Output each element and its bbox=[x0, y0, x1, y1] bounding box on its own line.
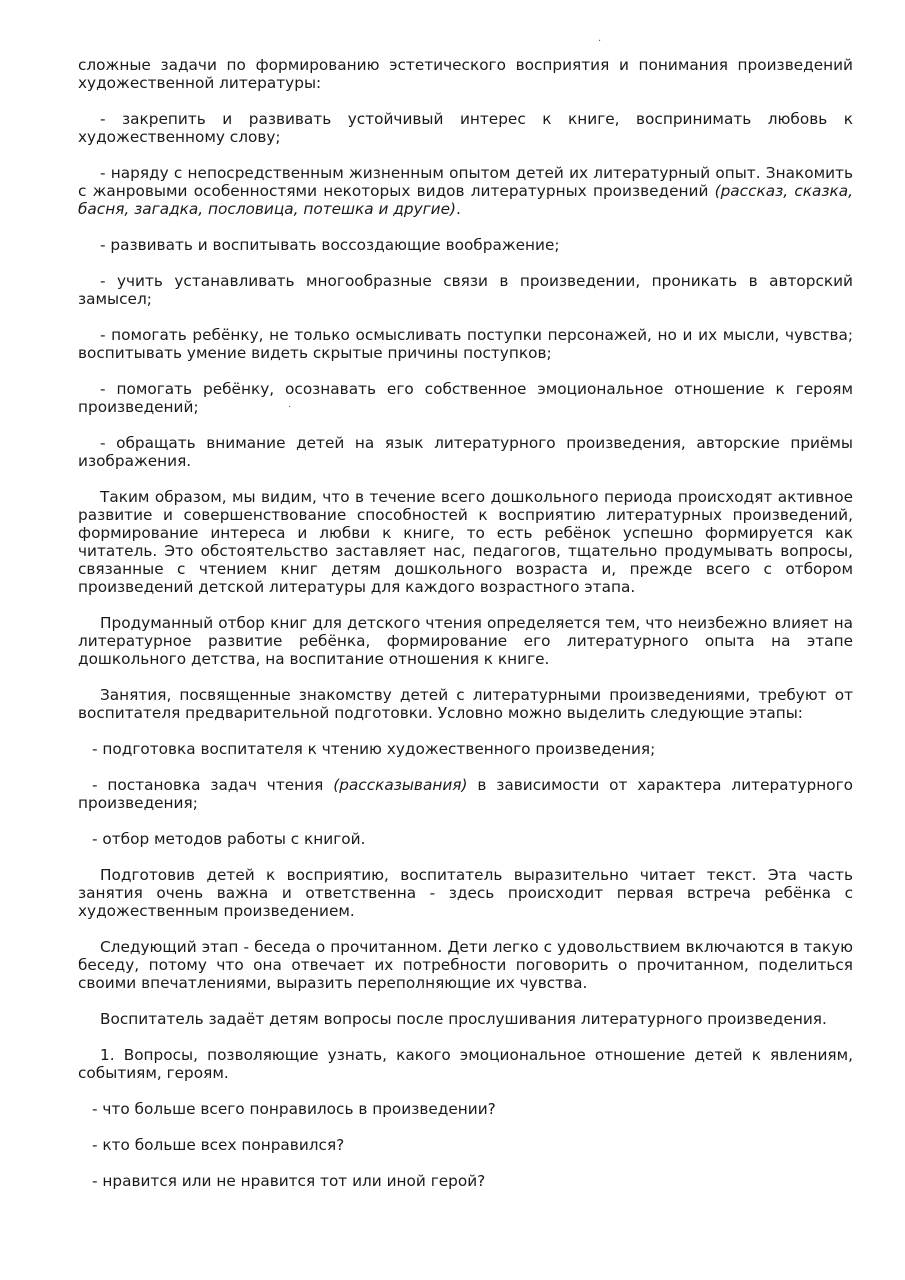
list-item: - отбор методов работы с книгой. bbox=[92, 830, 366, 848]
paragraph: Следующий этап - беседа о прочитанном. Дети легко с удовольствием включаются в такую беседу, потому что она отвечает их потребности поговорить о прочитанном, поделиться своими впечатлениями, выразить переполняющие их чувства. bbox=[78, 938, 853, 992]
list-item: - помогать ребёнку, не только осмысливать поступки персонажей, но и их мысли, чувства; воспитывать умение видеть скрытые причины поступков; bbox=[78, 326, 853, 362]
list-item: - кто больше всех понравился? bbox=[92, 1136, 345, 1154]
paragraph: Воспитатель задаёт детям вопросы после прослушивания литературного произведения. bbox=[100, 1010, 827, 1028]
scan-speck: · bbox=[288, 402, 292, 413]
paragraph: Таким образом, мы видим, что в течение всего дошкольного периода происходят активное развитие и совершенствование способностей к восприятию литературных произведений, формирование интереса и любви к книге, то есть ребёнок успешно формируется как читатель. Это обстоятельство заставляет нас, педагогов, тщательно продумывать вопросы, связанные с чтением книг детям дошкольного возраста и, прежде всего с отбором произведений детской литературы для каждого возрастного этапа. bbox=[78, 488, 853, 596]
list-item: - закрепить и развивать устойчивый интерес к книге, воспринимать любовь к художественному слову; bbox=[78, 110, 853, 146]
list-item: - нравится или не нравится тот или иной герой? bbox=[92, 1172, 486, 1190]
list-item: - постановка задач чтения (рассказывания) в зависимости от характера литературного произведения; bbox=[78, 776, 853, 812]
list-item: - что больше всего понравилось в произведении? bbox=[92, 1100, 496, 1118]
paragraph: Занятия, посвященные знакомству детей с литературными произведениями, требуют от воспитателя предварительной подготовки. Условно можно выделить следующие этапы: bbox=[78, 686, 853, 722]
paragraph: Продуманный отбор книг для детского чтения определяется тем, что неизбежно влияет на литературное развитие ребёнка, формирование его литературного опыта на этапе дошкольного детства, на воспитание отношения к книге. bbox=[78, 614, 853, 668]
paragraph: Подготовив детей к восприятию, воспитатель выразительно читает текст. Эта часть занятия очень важна и ответственна - здесь происходит первая встреча ребёнка с художественным произведением. bbox=[78, 866, 853, 920]
list-item: - развивать и воспитывать воссоздающие воображение; bbox=[100, 236, 560, 254]
list-item: - подготовка воспитателя к чтению художественного произведения; bbox=[92, 740, 656, 758]
paragraph: 1. Вопросы, позволяющие узнать, какого эмоциональное отношение детей к явлениям, событиям, героям. bbox=[78, 1046, 853, 1082]
document-page bbox=[78, 56, 853, 1190]
paragraph-intro: сложные задачи по формированию эстетического восприятия и понимания произведений художественной литературы: bbox=[78, 56, 853, 92]
list-item: - помогать ребёнку, осознавать его собственное эмоциональное отношение к героям произведений; bbox=[78, 380, 853, 416]
list-item: - учить устанавливать многообразные связи в произведении, проникать в авторский замысел; bbox=[78, 272, 853, 308]
list-item: - обращать внимание детей на язык литературного произведения, авторские приёмы изображения. bbox=[78, 434, 853, 470]
scan-speck: · bbox=[598, 36, 602, 47]
list-item: - наряду с непосредственным жизненным опытом детей их литературный опыт. Знакомить с жанровыми особенностями некоторых видов литературных произведений (рассказ, сказка, басня, загадка, пословица, потешка и другие). bbox=[78, 164, 853, 218]
